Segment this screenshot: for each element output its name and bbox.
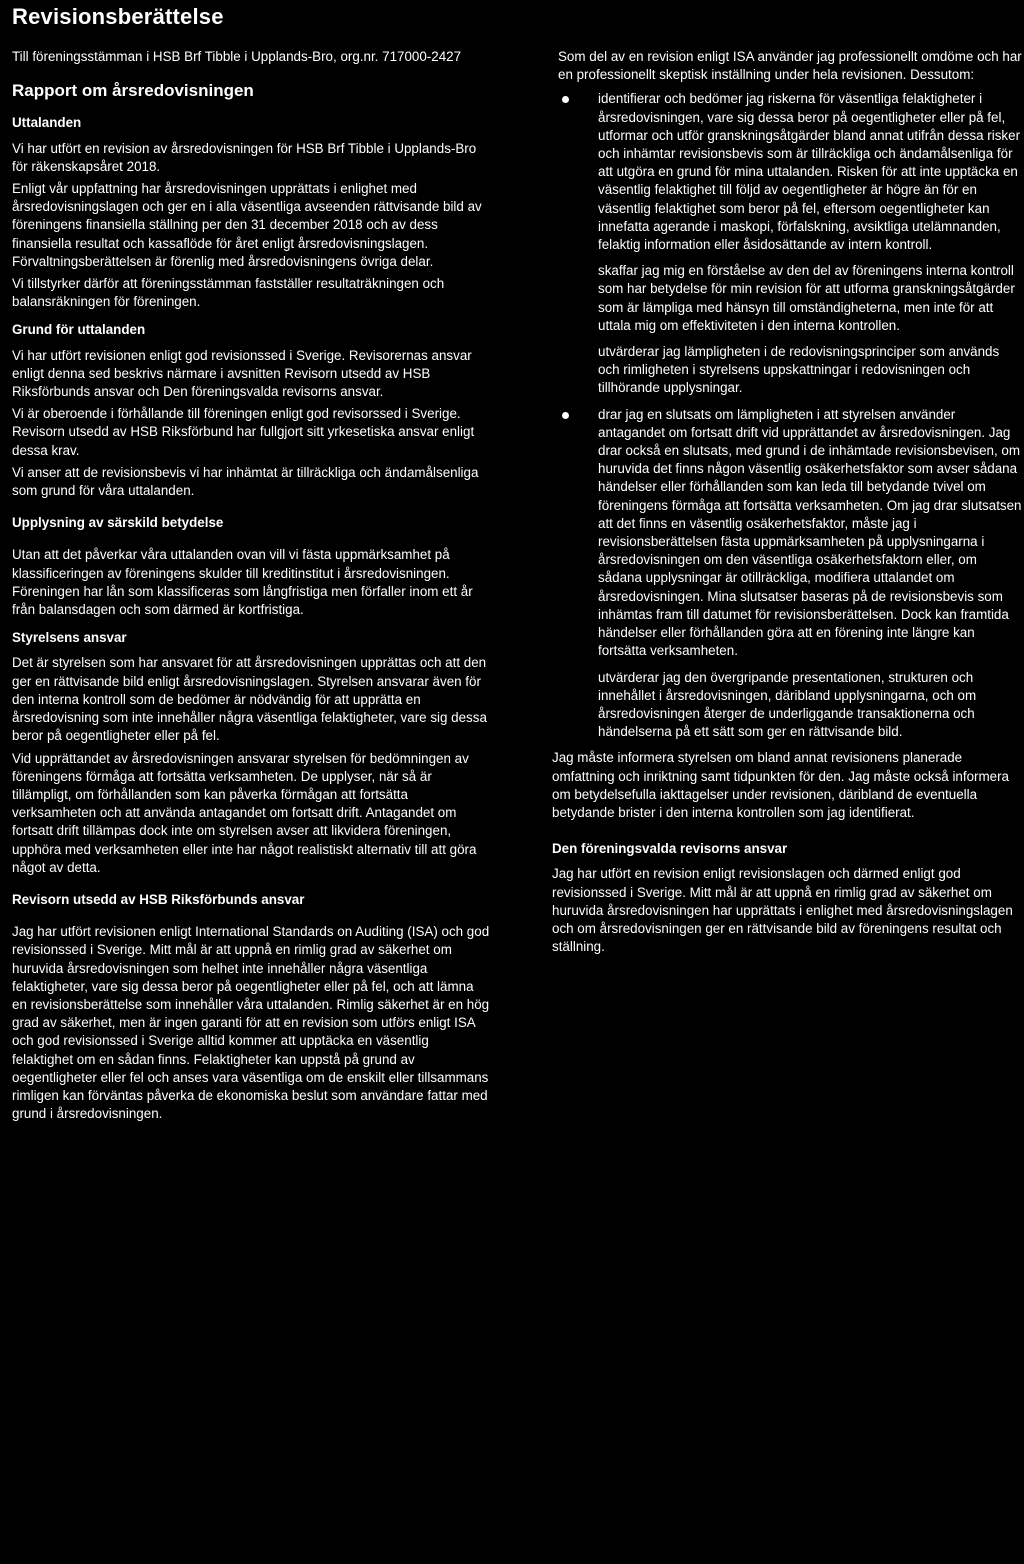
opinions-heading: Uttalanden	[12, 115, 82, 131]
communication-paragraph: Jag måste informera styrelsen om bland annat revisionens planerade omfattning och inriktning samt tidpunkten för den. Jag måste också informera om betydelsefulla iakttagelser under revisionen, däribland de eventuella betydande brister i den interna kontrollen som jag identifierat.	[552, 750, 1010, 820]
list-item: drar jag en slutsats om lämpligheten i att styrelsen använder antagandet om fortsatt drift vid upprättandet av årsredovisningen. Jag drar också en slutsats, med grund i de inhämtade revisionsbevisen, om huruvida det finns någon väsentlig osäkerhetsfaktor som avser sådana händelser eller förhållanden som kan leda till betydande tvivel om föreningens förmåga att fortsätta verksamheten. Om jag drar slutsatsen att det finns en väsentlig osäkerhetsfaktor, måste jag i revisionsberättelsen fästa uppmärksamheten på upplysningarna i årsredovisningen om den väsentliga osäkerhetsfaktorn eller, om sådana upplysningar är otillräckliga, modifiera uttalandet om årsredovisningen. Mina slutsatser baseras på de revisionsbevis som inhämtas fram till datumet för revisionsberättelsen. Dock kan framtida händelser eller förhållanden göra att en förening inte längre kan fortsätta verksamheten.	[552, 406, 1022, 661]
opinions-paragraph-1: Vi har utfört en revision av årsredovisningen för HSB Brf Tibble i Upplands-Bro för räkenskapsåret 2018.	[12, 140, 477, 174]
board-responsibility-paragraph-1: Det är styrelsen som har ansvaret för att årsredovisningen upprättas och att den ger en rättvisande bild enligt årsredovisningslagen. Styrelsen ansvarar även för den interna kontroll som de bedömer är nödvändig för att upprätta en årsredovisning som inte innehåller några väsentliga felaktigheter, vare sig dessa beror på oegentligheter eller på fel.	[12, 655, 487, 744]
list-item: utvärderar jag lämpligheten i de redovisningsprinciper som används och rimligheten i styrelsens uppskattningar i redovisningen och tillhörande upplysningar.	[598, 344, 1000, 396]
document-title: Revisionsberättelse	[12, 4, 224, 29]
opinions-paragraph-2: Enligt vår uppfattning har årsredovisningen upprättats i enlighet med årsredovisningslagen och ger en i alla väsentliga avseenden rättvisande bild av föreningens finansiella ställning per den 31 december 2018 och av dess finansiella resultat och kassaflöde för året enligt årsredovisningslagen. Förvaltningsberättelsen är förenlig med årsredovisningens övriga delar.	[12, 181, 482, 269]
left-column	[12, 48, 490, 1127]
right-column	[552, 48, 1022, 960]
addressee-paragraph: Till föreningsstämman i HSB Brf Tibble i Upplands-Bro, org.nr. 717000-2427	[12, 49, 462, 64]
hsb-auditor-paragraph: Jag har utfört revisionen enligt International Standards on Auditing (ISA) och god revisionssed i Sverige. Mitt mål är att uppnå en rimlig grad av säkerhet om huruvida årsredovisningen som helhet inte innehåller några väsentliga felaktigheter, vare sig dessa beror på oegentligheter eller på fel, och att lämna en revisionsberättelse som innehåller våra uttalanden. Rimlig säkerhet är en hög grad av säkerhet, men är ingen garanti för att en revision som utförs enligt ISA och god revisionssed i Sverige alltid kommer att upptäcka en väsentlig felaktighet om en sådan finns. Felaktigheter kan uppstå på grund av oegentligheter eller fel och anses vara väsentliga om de enskilt eller tillsammans rimligen kan förväntas påverka de ekonomiska beslut som användare fattar med grund i årsredovisningen.	[12, 924, 490, 1122]
board-responsibility-heading: Styrelsens ansvar	[12, 630, 127, 646]
list-item: utvärderar jag den övergripande presentationen, strukturen och innehållet i årsredovisningen, däribland upplysningarna, och om årsredovisningen återger de underliggande transaktionerna och händelserna på ett sätt som ger en rättvisande bild.	[598, 669, 977, 740]
list-item: skaffar jag mig en förståelse av den del av föreningens interna kontroll som har betydelse för min revision för att utforma granskningsåtgärder som är lämpliga med hänsyn till omständigheterna, men inte för att uttala mig om effektiviteten i den interna kontrollen.	[598, 263, 1015, 333]
board-responsibility-paragraph-2: Vid upprättandet av årsredovisningen ansvarar styrelsen för bedömningen av föreningens förmåga att fortsätta verksamheten. De upplyser, när så är tillämpligt, om förhållanden som kan påverka förmågan att fortsätta verksamheten och att använda antagandet om fortsatt drift. Antagandet om fortsatt drift tillämpas dock inte om styrelsen avser att likvidera föreningen, upphöra med verksamheten eller inte har något realistiskt alternativ till att göra något av detta.	[12, 750, 477, 875]
basis-paragraph-1: Vi har utfört revisionen enligt god revisionssed i Sverige. Revisorernas ansvar enligt denna sed beskrivs närmare i avsnitten Revisorn utsedd av HSB Riksförbunds ansvar och Den föreningsvalda revisorns ansvar.	[12, 347, 472, 400]
emphasis-paragraph: Utan att det påverkar våra uttalanden ovan vill vi fästa uppmärksamhet på klassificeringen av föreningens skulder till kreditinstitut i årsredovisningen. Föreningen har lån som klassificeras som långfristiga men förfaller inom ett år från balansdagen och som därmed är kortfristiga.	[12, 547, 473, 618]
isa-intro-paragraph: Som del av en revision enligt ISA använder jag professionellt omdöme och har en professionellt skeptisk inställning under hela revisionen. Dessutom:	[558, 49, 1022, 83]
opinions-paragraph-3: Vi tillstyrker därför att föreningsstämman fastställer resultaträkningen och balansräkningen för föreningen.	[12, 276, 445, 310]
audit-procedures-list	[552, 90, 1022, 741]
hsb-auditor-heading: Revisorn utsedd av HSB Riksförbunds ansvar	[12, 891, 305, 907]
elected-auditor-heading: Den föreningsvalda revisorns ansvar	[552, 841, 788, 857]
elected-auditor-paragraph: Jag har utfört en revision enligt revisionslagen och därmed enligt god revisionssed i Sverige. Mitt mål är att uppnå en rimlig grad av säkerhet om huruvida årsredovisningen har upprättats i enlighet med årsredovisningslagen och om årsredovisningen ger en rättvisande bild av föreningens resultat och ställning.	[552, 866, 1013, 955]
list-item: identifierar och bedömer jag riskerna för väsentliga felaktigheter i årsredovisningen, vare sig dessa beror på oegentligheter eller på fel, utformar och utför granskningsåtgärder bland annat utifrån dessa risker och inhämtar revisionsbevis som är tillräckliga och ändamålsenliga för att utgöra en grund för mina uttalanden. Risken för att inte upptäcka en väsentlig felaktighet till följd av oegentligheter är högre än för en väsentlig felaktighet som beror på fel, eftersom oegentligheter kan innefatta agerande i maskopi, förfalskning, avsiktliga utelämnanden, felaktig information eller åsidosättande av intern kontroll.	[552, 90, 1022, 254]
basis-heading: Grund för uttalanden	[12, 322, 146, 338]
emphasis-heading: Upplysning av särskild betydelse	[12, 515, 224, 531]
basis-paragraph-2: Vi är oberoende i förhållande till föreningen enligt god revisorssed i Sverige. Revisorn utsedd av HSB Riksförbund har fullgjort sitt yrkesetiska ansvar enligt dessa krav.	[12, 406, 475, 458]
basis-paragraph-3: Vi anser att de revisionsbevis vi har inhämtat är tillräckliga och ändamålsenliga som grund för våra uttalanden.	[12, 464, 479, 499]
report-heading: Rapport om årsredovisningen	[12, 81, 254, 101]
